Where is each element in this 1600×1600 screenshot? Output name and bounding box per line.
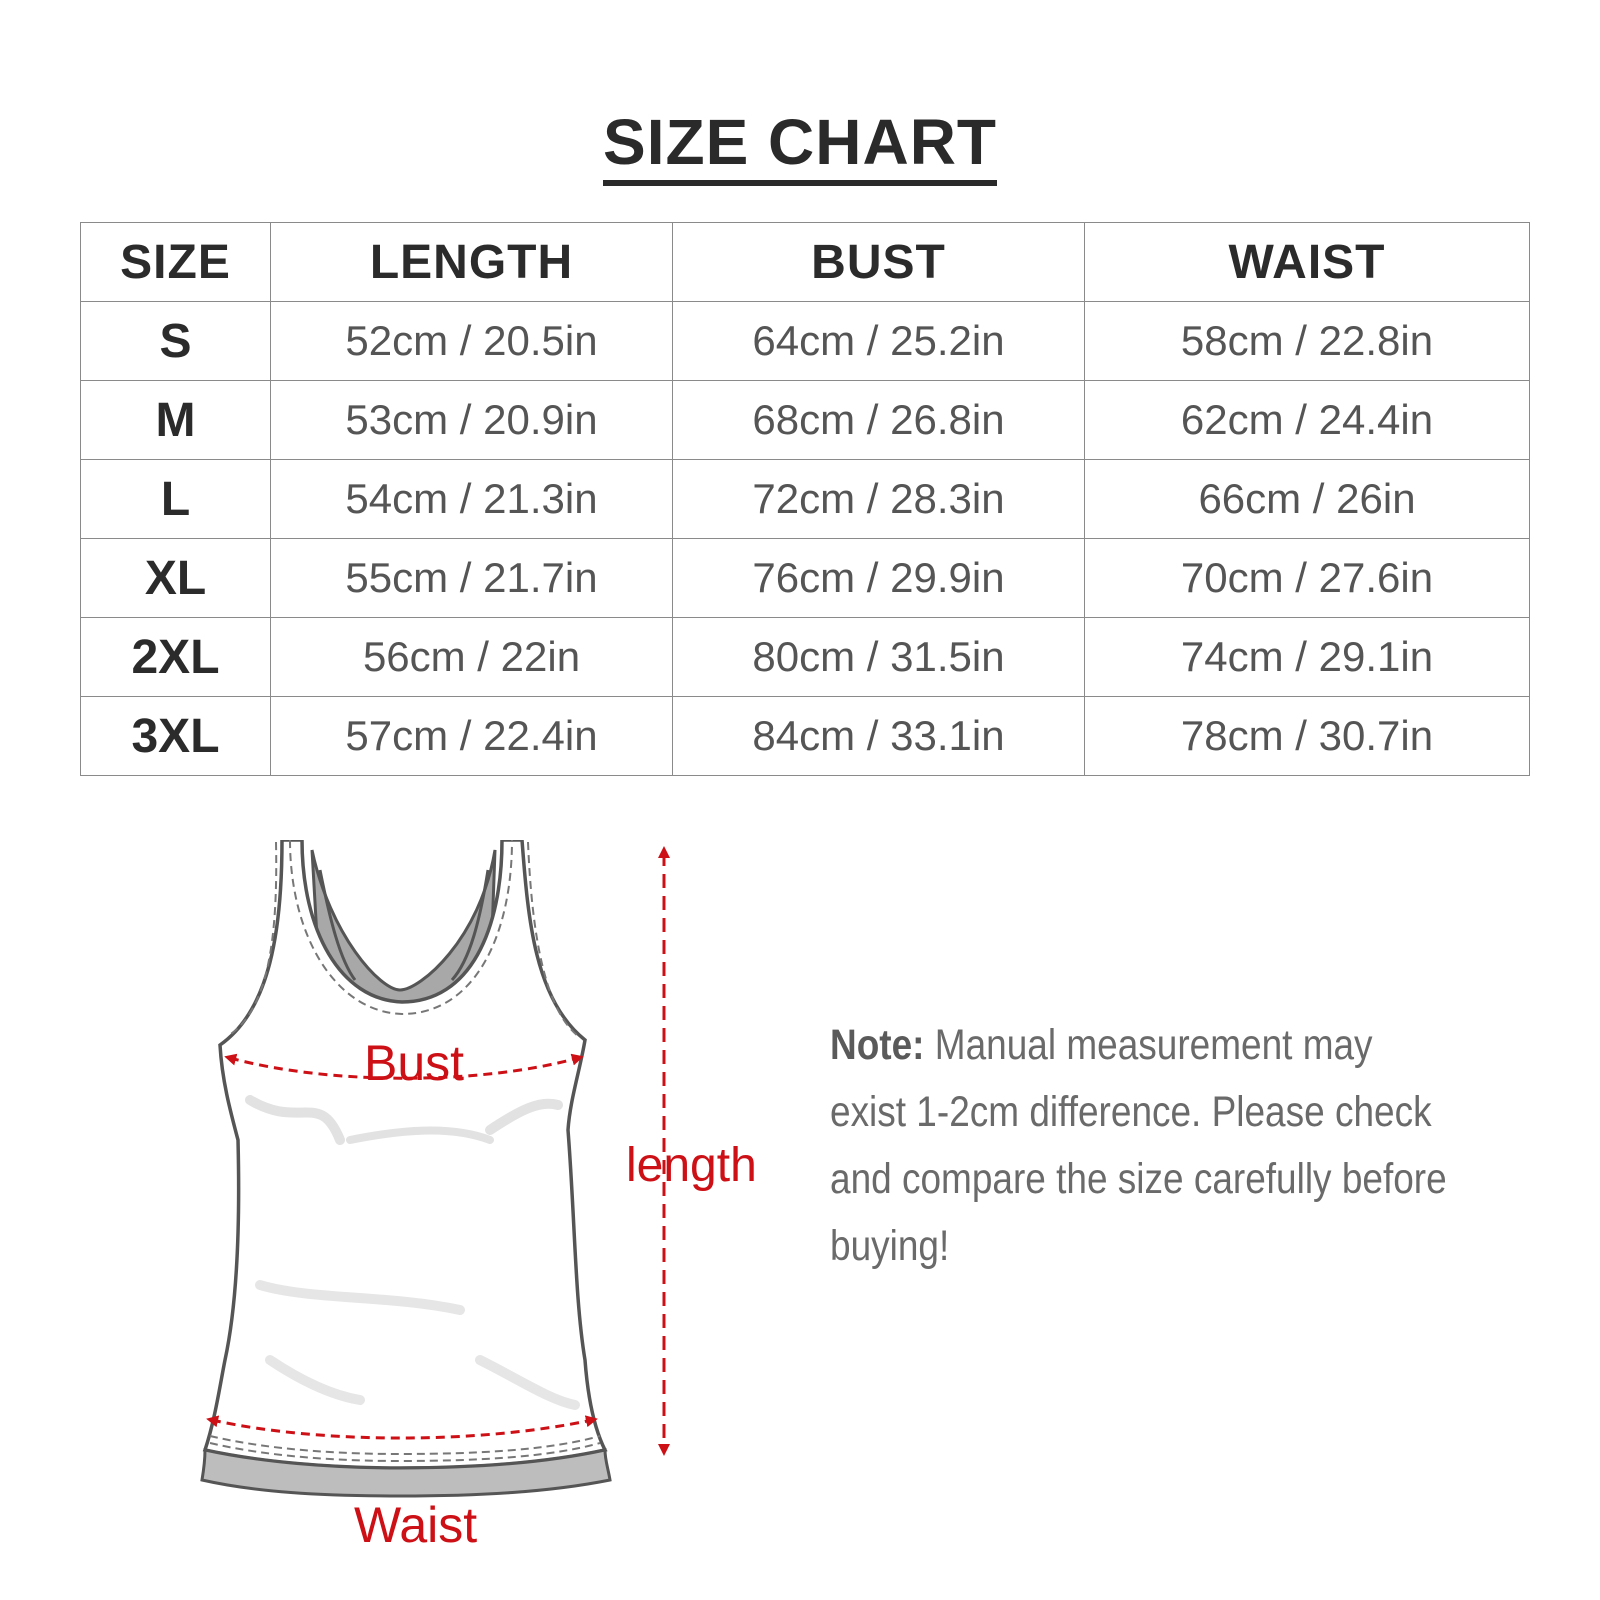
length-cell: 57cm / 22.4in [271,697,673,776]
table-row [81,460,1530,539]
page-title [0,106,1600,186]
header-size: SIZE [81,223,271,302]
waist-cell: 58cm / 22.8in [1085,302,1530,381]
header-length: LENGTH [271,223,673,302]
length-label: length [626,1139,757,1192]
page-title-text: SIZE CHART [603,106,997,186]
bust-cell: 76cm / 29.9in [673,539,1085,618]
waist-cell: 62cm / 24.4in [1085,381,1530,460]
size-cell: M [81,381,271,460]
table-row [81,697,1530,776]
length-cell: 54cm / 21.3in [271,460,673,539]
size-cell: L [81,460,271,539]
size-table [80,222,1530,776]
note-body: Manual measurement may exist 1-2cm difference. Please check and compare the size carefully before buying! [830,1021,1447,1270]
size-cell: 3XL [81,697,271,776]
note-label: Note: [830,1021,925,1069]
table-row [81,618,1530,697]
waist-cell: 74cm / 29.1in [1085,618,1530,697]
waist-cell: 70cm / 27.6in [1085,539,1530,618]
length-cell: 52cm / 20.5in [271,302,673,381]
size-cell: 2XL [81,618,271,697]
note-text [830,1012,1449,1280]
bust-cell: 84cm / 33.1in [673,697,1085,776]
length-cell: 53cm / 20.9in [271,381,673,460]
bust-cell: 80cm / 31.5in [673,618,1085,697]
tank-top-icon [190,840,750,1560]
garment-body [205,840,605,1468]
waist-label: Waist [354,1497,478,1553]
bust-cell: 68cm / 26.8in [673,381,1085,460]
length-cell: 56cm / 22in [271,618,673,697]
length-cell: 55cm / 21.7in [271,539,673,618]
table-row [81,381,1530,460]
size-cell: S [81,302,271,381]
table-header-row [81,223,1530,302]
header-bust: BUST [673,223,1085,302]
waist-cell: 66cm / 26in [1085,460,1530,539]
bust-label: Bust [364,1035,465,1091]
bust-cell: 64cm / 25.2in [673,302,1085,381]
header-waist: WAIST [1085,223,1530,302]
size-cell: XL [81,539,271,618]
waist-cell: 78cm / 30.7in [1085,697,1530,776]
table-row [81,539,1530,618]
table-row [81,302,1530,381]
bust-cell: 72cm / 28.3in [673,460,1085,539]
